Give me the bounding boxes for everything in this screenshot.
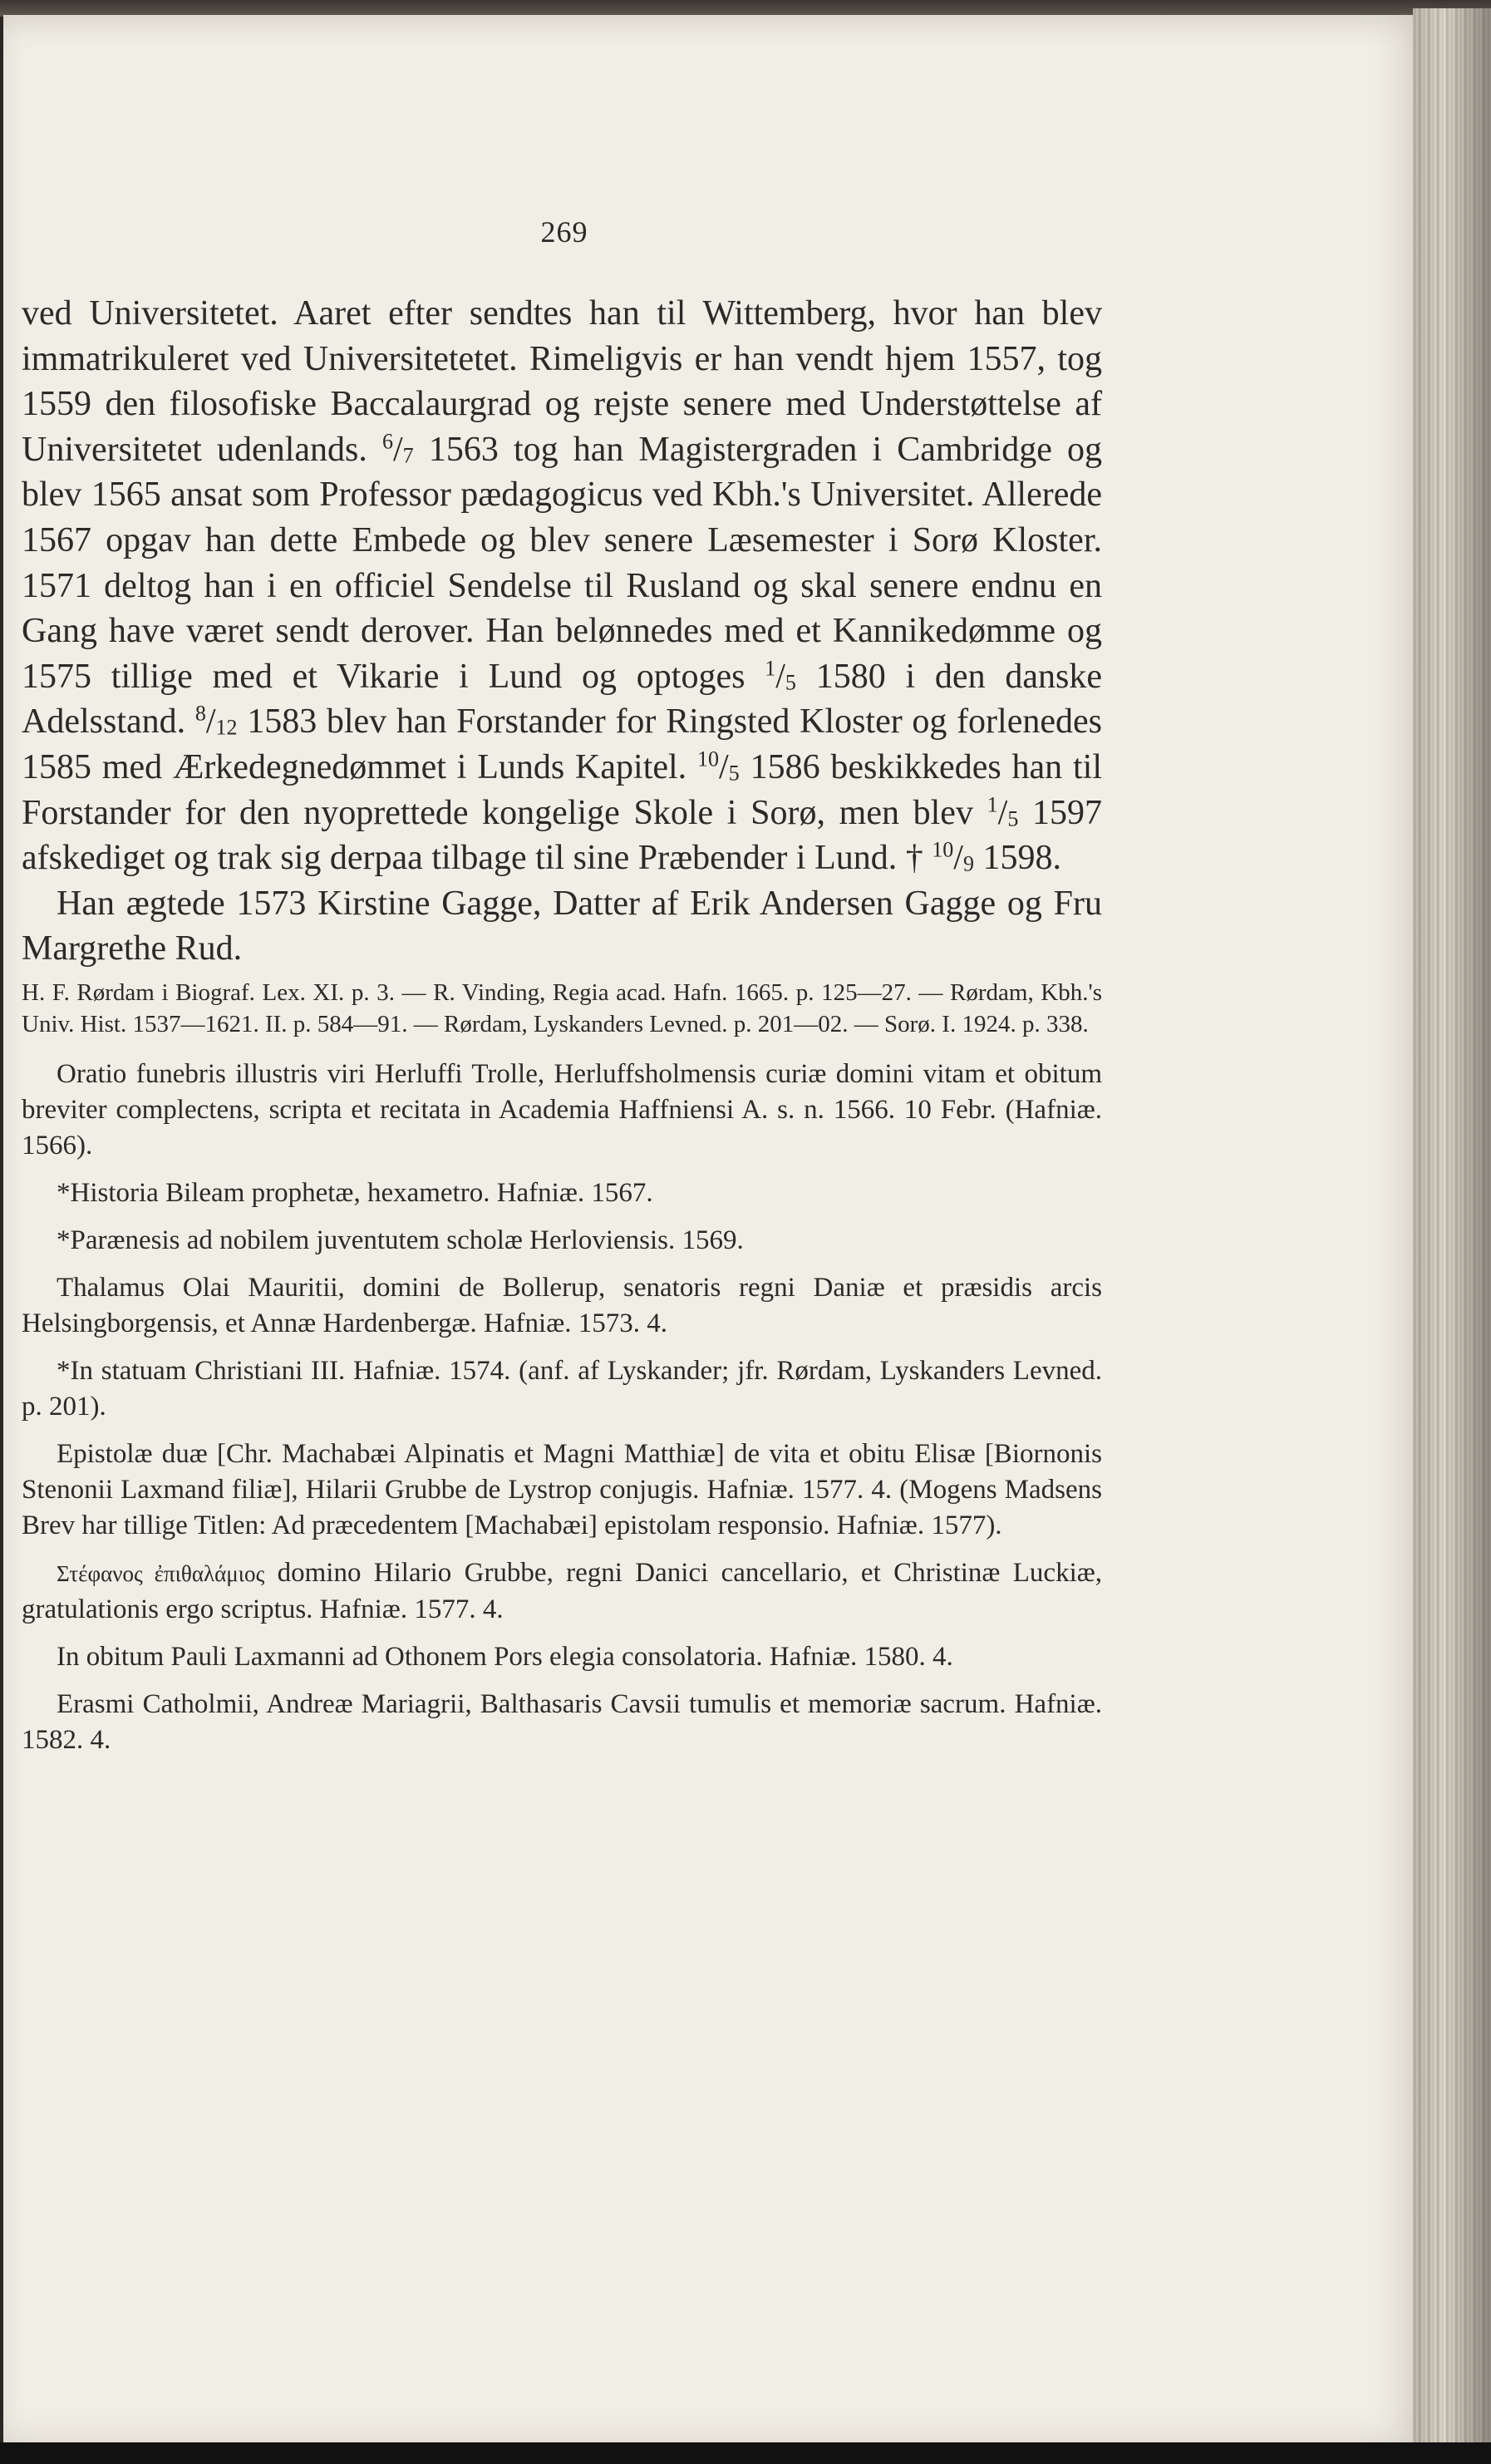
date-month: 5 [1007, 806, 1019, 831]
references: H. F. Rørdam i Biograf. Lex. XI. p. 3. — R. Vinding, Regia acad. Hafn. 1665. p. 125—27. — Rørdam, Kbh.'s Univ. Hist. 1537—1621. II. p. 584—91. — Rørdam, Lyskanders Levned. p. 201—02. — Sorø. I. 1924. p. 338. [22, 978, 1102, 1037]
text-run: domino Hilario Grubbe, regni Danici cancellario, et Christinæ Luckiæ, gratulationis ergo scriptus. Hafniæ. 1577. 4. [22, 1557, 1103, 1624]
text-run: 1580 i den danske Adelsstand. [22, 657, 1102, 742]
works-list [22, 1057, 1102, 1758]
biography-paragraph-2: Han ægtede 1573 Kirstine Gagge, Datter af Erik Andersen Gagge og Fru Margrethe Rud. [22, 884, 1102, 968]
page-edges-shade [1413, 8, 1491, 2452]
date-day: 10 [932, 837, 954, 862]
page-number: 269 [540, 215, 588, 249]
text-run: 1583 blev han Forstander for Ringsted Kloster og forlenedes 1585 med Ærkedegnedømmet i Lunds Kapitel. [22, 702, 1102, 786]
date-month: 5 [785, 670, 796, 695]
page-text [22, 291, 1102, 1770]
date-month: 12 [215, 715, 238, 740]
date-month: 5 [728, 761, 740, 786]
date-day: 6 [381, 429, 393, 454]
page-edges-stack [1413, 8, 1491, 2452]
work-entry: Thalamus Olai Mauritii, domini de Bollerup, senatoris regni Daniæ et præsidis arcis Helsingborgensis, et Annæ Hardenbergæ. Hafniæ. 1573. 4. [22, 1272, 1102, 1338]
date-day: 1 [987, 792, 998, 817]
date-month: 7 [402, 443, 414, 468]
text-run: 1586 beskikkedes han til Forstander for den nyoprettede kongelige Skole i Sorø, men blev [22, 747, 1102, 832]
date-day: 1 [765, 656, 776, 681]
scan-bottom-edge [0, 2442, 1491, 2464]
work-entry: In obitum Pauli Laxmanni ad Othonem Pors elegia consolatoria. Hafniæ. 1580. 4. [57, 1641, 953, 1672]
scan-top-edge [0, 0, 1491, 17]
text-run: 1597 afskediget og trak sig derpaa tilbage til sine Præbender i Lund. † [22, 793, 1102, 878]
date-day: 10 [697, 747, 720, 771]
work-entry: Erasmi Catholmii, Andreæ Mariagrii, Balthasaris Cavsii tumulis et memoriæ sacrum. Hafniæ. 1582. 4. [22, 1688, 1102, 1755]
biography-body [22, 291, 1102, 972]
work-entry: Oratio funebris illustris viri Herluffi Trolle, Herluffsholmensis curiæ domini vitam et obitum breviter complectens, scripta et recitata in Academia Haffniensi A. s. n. 1566. 10 Febr. (Hafniæ. 1566). [22, 1058, 1102, 1161]
biography-paragraph-1: ved Universitetet. Aaret efter sendtes han til Wittemberg, hvor han blev immatrikuleret ved Universitetetet. Rimeligvis er han vendt hjem 1557, tog 1559 den filosofiske Baccalaurgrad og rejste senere med Understøttelse af Universitetet udenlands. $^6/_7$ 1563 tog han Magistergraden i Cambridge og blev 1565 ansat som Professor pædagogicus ved Kbh.'s Universitet. Allerede 1567 opgav han dette Embede og blev senere Læsemester i Sorø Kloster. 1571 deltog han i en officiel Sendelse til Rusland og skal senere endnu en Gang have været sendt derover. Han belønnedes med et Kannikedømme og 1575 tillige med et Vikarie i Lund og optoges $^1/_5$ 1580 i den danske Adelsstand. $^8/_{12}$ 1583 blev han Forstander for Ringsted Kloster og forlenedes 1585 med Ærkedegnedømmet i Lunds Kapitel. $^{10}/_5$ 1586 beskikkedes han til Forstander for den nyoprettede kongelige Skole i Sorø, men blev $^1/_5$ 1597 afskediget og trak sig derpaa tilbage til sine Præbender i Lund. † $^{10}/_9$ 1598. [22, 294, 1102, 878]
work-entry [22, 1555, 1102, 1628]
date-day: 8 [194, 702, 206, 727]
work-entry: Epistolæ duæ [Chr. Machabæi Alpinatis et Magni Matthiæ] de vita et obitu Elisæ [Biornonis Stenonii Laxmand filiæ], Hilarii Grubbe de Lystrop conjugis. Hafniæ. 1577. 4. (Mogens Madsens Brev har tillige Titlen: Ad præcedentem [Machabæi] epistolam responsio. Hafniæ. 1577). [22, 1438, 1102, 1540]
work-entry: *Parænesis ad nobilem juventutem scholæ Herloviensis. 1569. [57, 1225, 744, 1255]
book-page [3, 15, 1416, 2442]
work-entry: *Historia Bileam prophetæ, hexametro. Hafniæ. 1567. [57, 1177, 653, 1208]
text-run: 1563 tog han Magistergraden i Cambridge og blev 1565 ansat som Professor pædagogicus ved Kbh.'s Universitet. Allerede 1567 opgav han dette Embede og blev senere Læsemester i Sorø Kloster. 1571 deltog han i en officiel Sendelse til Rusland og skal senere endnu en Gang have været sendt derover. Han belønnedes med et Kannikedømme og 1575 tillige med et Vikarie i Lund og optoges [22, 430, 1102, 696]
work-entry: *In statuam Christiani III. Hafniæ. 1574. (anf. af Lyskander; jfr. Rørdam, Lyskanders Levned. p. 201). [22, 1355, 1102, 1422]
text-run: ved Universitetet. Aaret efter sendtes han til Wittemberg, hvor han blev immatrikuleret ved Universitetetet. Rimeligvis er han vendt hjem 1557, tog 1559 den filosofiske Baccalaurgrad og rejste senere med Understøttelse af Universitetet udenlands. [22, 294, 1102, 469]
greek-title: Στέφανος ἐπιθαλάμιος [57, 1560, 265, 1586]
text-run: 1598. [973, 839, 1061, 878]
date-month: 9 [962, 851, 974, 876]
